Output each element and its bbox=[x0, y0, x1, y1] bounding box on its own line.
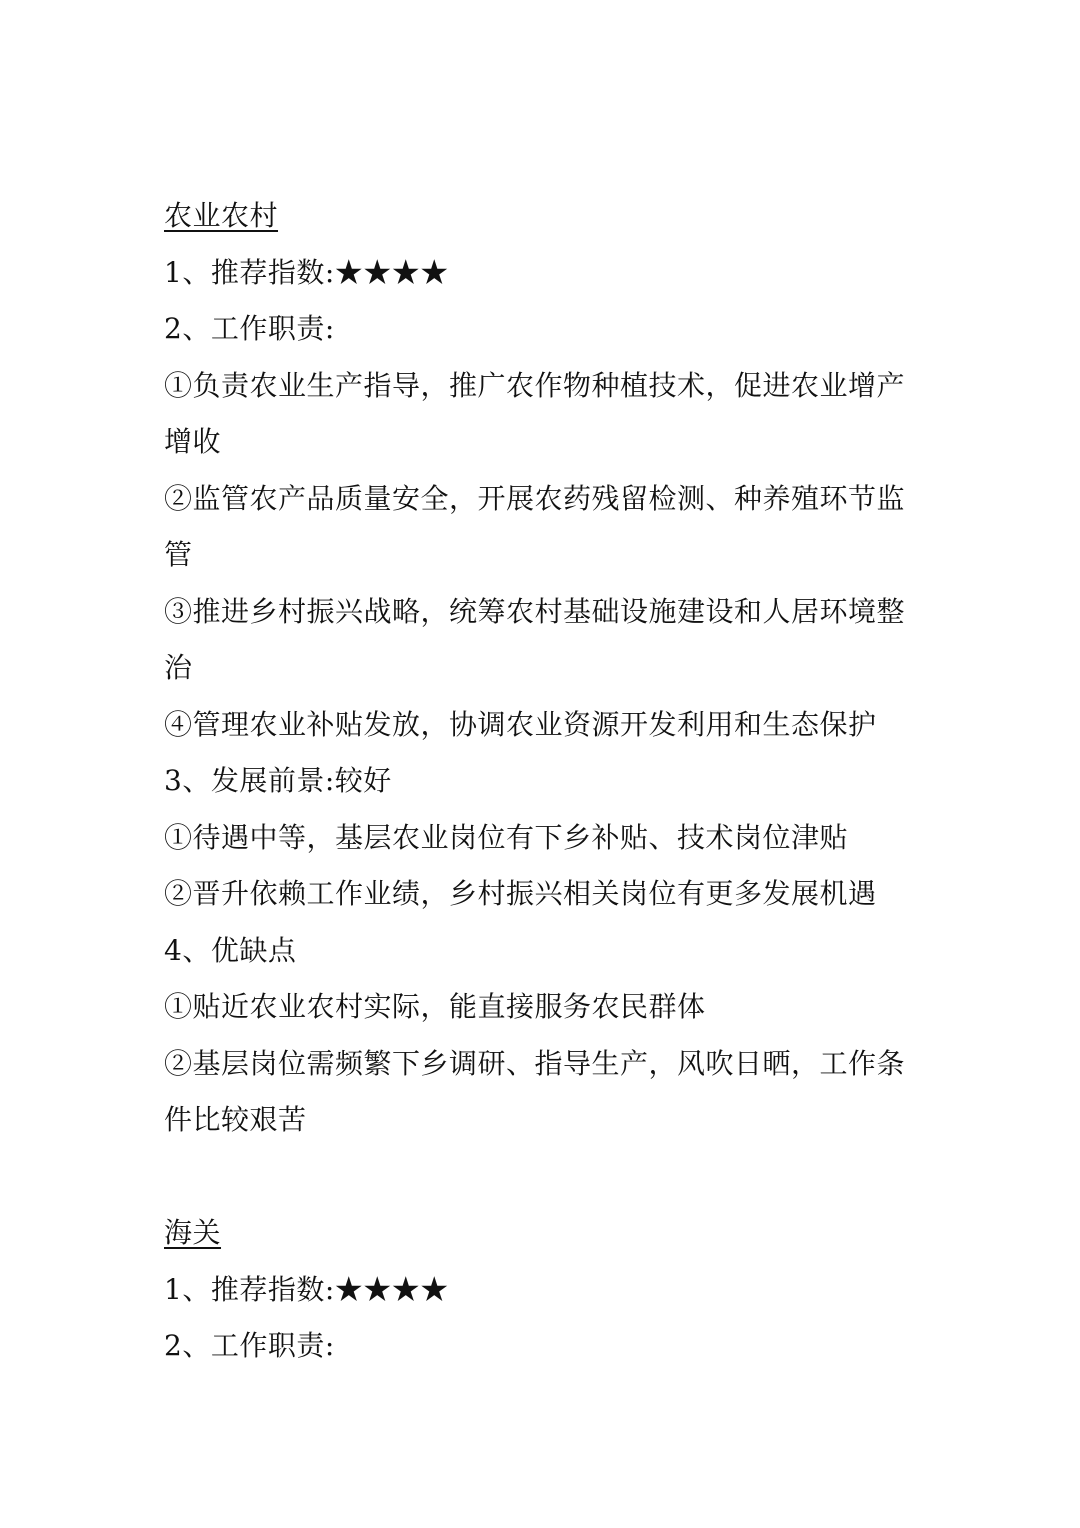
duty-line: ③推进乡村振兴战略，统筹农村基础设施建设和人居环境整 bbox=[164, 594, 906, 628]
rating-stars: ★★★★ bbox=[334, 1272, 449, 1306]
recommend-index-label: 1、推荐指数: bbox=[164, 1272, 335, 1306]
prospects-label: 3、发展前景:较好 bbox=[164, 764, 392, 797]
recommend-index-line bbox=[164, 245, 924, 302]
prospect-line: ②晋升依赖工作业绩，乡村振兴相关岗位有更多发展机遇 bbox=[164, 877, 877, 910]
pros-cons-label: 4、优缺点 bbox=[164, 933, 297, 967]
duty-line: ①负责农业生产指导，推广农作物种植技术，促进农业增产 bbox=[164, 368, 906, 402]
document-content bbox=[164, 188, 924, 1375]
pros-cons-line: 件比较艰苦 bbox=[164, 1103, 307, 1136]
rating-stars: ★★★★ bbox=[334, 255, 449, 289]
duty-line: ②监管农产品质量安全，开展农药残留检测、种养殖环节监 bbox=[164, 481, 906, 515]
section-agriculture bbox=[164, 188, 924, 1149]
section-heading: 海关 bbox=[164, 1216, 222, 1249]
section-spacer bbox=[164, 1149, 924, 1206]
recommend-index-line bbox=[164, 1262, 924, 1319]
duty-line: 治 bbox=[164, 651, 193, 684]
duty-line: 管 bbox=[164, 538, 193, 571]
recommend-index-label: 1、推荐指数: bbox=[164, 255, 335, 289]
section-heading: 农业农村 bbox=[164, 199, 279, 232]
duties-label: 2、工作职责: bbox=[164, 1329, 335, 1362]
section-customs bbox=[164, 1205, 924, 1375]
prospect-line: ①待遇中等，基层农业岗位有下乡补贴、技术岗位津贴 bbox=[164, 820, 849, 854]
duties-label: 2、工作职责: bbox=[164, 312, 335, 345]
duty-line: 增收 bbox=[164, 425, 222, 458]
duty-line: ④管理农业补贴发放，协调农业资源开发利用和生态保护 bbox=[164, 707, 877, 741]
pros-cons-line: ①贴近农业农村实际，能直接服务农民群体 bbox=[164, 990, 706, 1023]
pros-cons-line: ②基层岗位需频繁下乡调研、指导生产，风吹日晒，工作条 bbox=[164, 1046, 906, 1080]
